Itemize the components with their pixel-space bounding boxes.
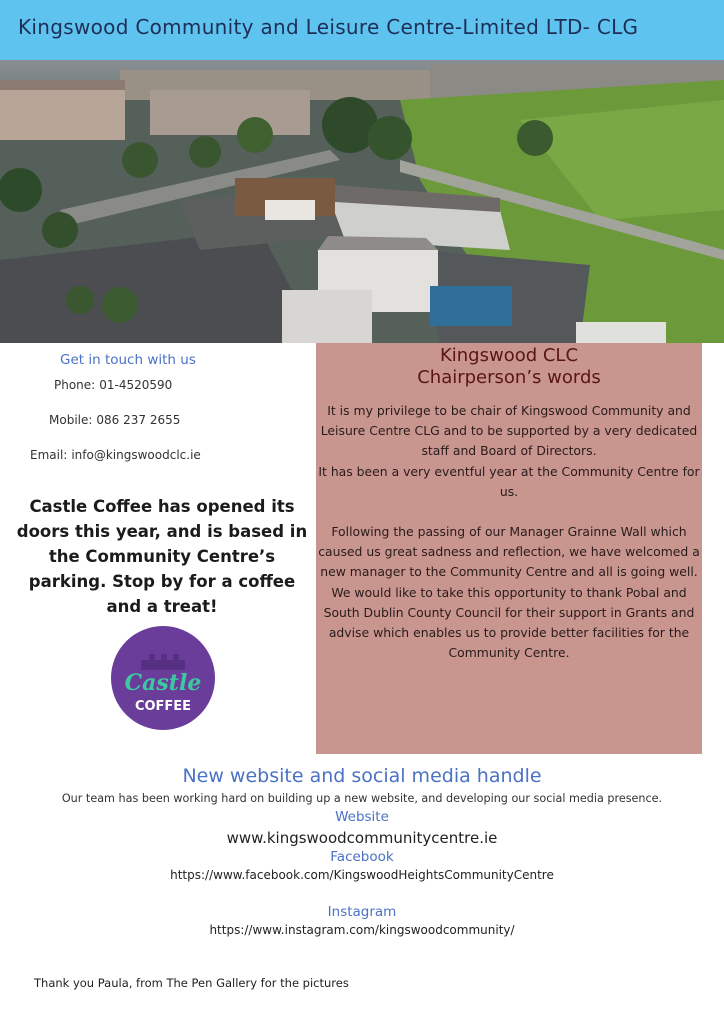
page-title: Kingswood Community and Leisure Centre-Limited LTD- CLG xyxy=(18,15,639,39)
chairperson-panel xyxy=(316,343,702,754)
instagram-link[interactable]: https://www.instagram.com/kingswoodcommunity/ xyxy=(209,923,515,937)
mobile-label: Mobile: xyxy=(49,413,93,427)
mobile-value: 086 237 2655 xyxy=(96,413,181,427)
phone-value: 01-4520590 xyxy=(99,378,173,392)
website-link[interactable]: www.kingswoodcommunitycentre.ie xyxy=(226,829,498,847)
chair-title-line2: Chairperson’s words xyxy=(417,367,601,388)
website-section-title: New website and social media handle xyxy=(182,765,542,787)
chairperson-text xyxy=(316,401,702,663)
instagram-label: Instagram xyxy=(327,904,397,920)
chair-paragraph-3: Following the passing of our Manager Grainne Wall which caused us great sadness and reflection, we have welcomed a new manager to the Community Centre and all is going well. xyxy=(318,524,700,580)
facebook-label: Facebook xyxy=(330,849,394,865)
castle-coffee-logo xyxy=(111,626,215,730)
aerial-photo xyxy=(0,60,724,343)
facebook-link[interactable]: https://www.facebook.com/KingswoodHeightsCommunityCentre xyxy=(170,868,554,882)
website-section-description: Our team has been working hard on building up a new website, and developing our social media presence. xyxy=(61,792,663,805)
logo-word-coffee: COFFEE xyxy=(134,699,192,714)
chairperson-title xyxy=(316,345,702,389)
email-label: Email: xyxy=(30,448,68,462)
chair-paragraph-2: It has been a very eventful year at the Community Centre for us. xyxy=(318,463,700,499)
contact-heading: Get in touch with us xyxy=(60,352,196,368)
logo-word-castle: Castle xyxy=(124,670,202,696)
photo-credit: Thank you Paula, from The Pen Gallery for the pictures xyxy=(34,976,349,990)
castle-coffee-announcement: Castle Coffee has opened its doors this year, and is based in the Community Centre’s parking. Stop by for a coffee and a treat! xyxy=(16,497,308,616)
phone-label: Phone: xyxy=(54,378,96,392)
contact-mobile xyxy=(49,413,180,427)
contact-email xyxy=(30,448,201,462)
chair-title-line1: Kingswood CLC xyxy=(439,345,579,366)
chair-paragraph-1: It is my privilege to be chair of Kingswood Community and Leisure Centre CLG and to be supported by a very dedicated staff and Board of Directors. xyxy=(320,403,698,459)
header-bar xyxy=(0,0,724,60)
email-value[interactable]: info@kingswoodclc.ie xyxy=(71,448,201,462)
website-label: Website xyxy=(335,809,389,825)
contact-phone xyxy=(54,378,172,392)
chair-paragraph-4: We would like to take this opportunity to thank Pobal and South Dublin County Council for their support in Grants and advise which enables us to provide better facilities for the Community Centre. xyxy=(323,584,695,661)
